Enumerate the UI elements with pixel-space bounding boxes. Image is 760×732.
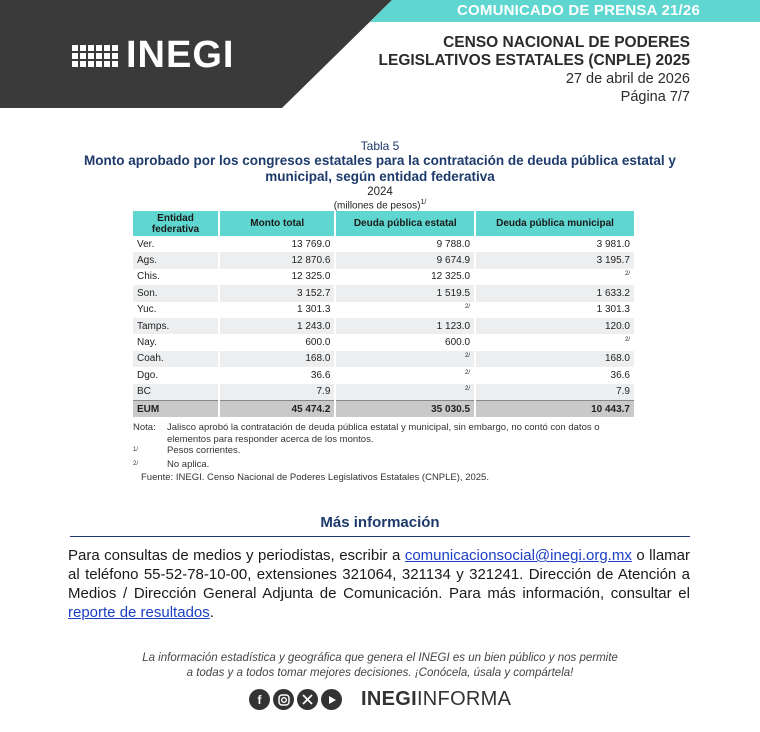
cell-total: 1 301.3 xyxy=(220,302,334,318)
cell-entity: Ver. xyxy=(133,236,218,252)
table-row xyxy=(133,351,634,367)
cell-municipal-debt: 120.0 xyxy=(476,318,634,334)
table-row xyxy=(133,318,634,334)
cell-total: 12 325.0 xyxy=(220,269,334,285)
cell-entity: Yuc. xyxy=(133,302,218,318)
report-link[interactable]: reporte de resultados xyxy=(68,604,210,621)
inegi-logo xyxy=(72,34,234,77)
col-header-municipal-debt: Deuda pública municipal xyxy=(476,211,634,236)
cell-state-debt: 2/ xyxy=(336,302,474,318)
social-bar xyxy=(249,688,511,711)
cell-municipal-debt: 3 195.7 xyxy=(476,252,634,268)
cell-total: 3 152.7 xyxy=(220,285,334,301)
logo-text: INEGI xyxy=(126,34,235,76)
cell-entity: Ags. xyxy=(133,252,218,268)
page-number: Página 7/7 xyxy=(620,89,690,105)
cell-state-debt: 35 030.5 xyxy=(336,400,474,417)
table-source: Fuente: INEGI. Censo Nacional de Poderes Legislativos Estatales (CNPLE), 2025. xyxy=(141,472,489,484)
logo-dots-icon xyxy=(72,45,118,67)
table-total-row xyxy=(133,400,634,417)
cell-total: 1 243.0 xyxy=(220,318,334,334)
debt-table xyxy=(131,211,636,417)
cell-total: 600.0 xyxy=(220,334,334,350)
table-row xyxy=(133,236,634,252)
table-notes xyxy=(133,422,643,484)
cell-state-debt: 2/ xyxy=(336,367,474,383)
footer-slogan: La información estadística y geográfica que genera el INEGI es un bien público y nos permite a todas y a todos tomar mejores decisiones. ¡Conócela, úsala y compártela! xyxy=(142,652,618,679)
cell-entity: Tamps. xyxy=(133,318,218,334)
table-row xyxy=(133,269,634,285)
more-info-heading: Más información xyxy=(320,514,440,531)
cell-entity: Nay. xyxy=(133,334,218,350)
cell-municipal-debt: 2/ xyxy=(476,269,634,285)
cell-municipal-debt: 168.0 xyxy=(476,351,634,367)
instagram-icon[interactable] xyxy=(273,689,294,710)
table-units: (millones de pesos)$^{1/}$ xyxy=(333,199,427,212)
footnote-2-label: 2/ xyxy=(133,460,139,467)
cell-total: 45 474.2 xyxy=(220,400,334,417)
cell-state-debt: 12 325.0 xyxy=(336,269,474,285)
note-label: Nota: xyxy=(133,422,156,433)
cell-total: 36.6 xyxy=(220,367,334,383)
cell-municipal-debt: 7.9 xyxy=(476,384,634,400)
footnote-1-label: 1/ xyxy=(133,447,139,453)
more-info-paragraph: Para consultas de medios y periodistas, escribir a comunicacionsocial@inegi.org.mx o llamar al teléfono 55-52-78-10-00, extensiones 321064, 321134 y 321241. Dirección de Atención a Medios / Dirección General Adjunta de Comunicación. Para más información, consultar el reporte de resultados. xyxy=(68,547,690,621)
cell-state-debt: 1 123.0 xyxy=(336,318,474,334)
cell-municipal-debt: 2/ xyxy=(476,334,634,350)
email-link[interactable]: comunicacionsocial@inegi.org.mx xyxy=(404,547,632,564)
col-header-total: Monto total xyxy=(220,211,334,236)
table-row xyxy=(133,384,634,400)
cell-state-debt: 2/ xyxy=(336,351,474,367)
cell-state-debt: 2/ xyxy=(336,384,474,400)
col-header-entity: Entidad federativa xyxy=(133,211,218,236)
cell-total: 12 870.6 xyxy=(220,252,334,268)
cell-state-debt: 1 519.5 xyxy=(336,285,474,301)
more-info-divider xyxy=(70,536,690,537)
cell-state-debt: 9 788.0 xyxy=(336,236,474,252)
cell-entity: EUM xyxy=(133,400,218,417)
cell-entity: Chis. xyxy=(133,269,218,285)
table-row xyxy=(133,252,634,268)
table-row xyxy=(133,334,634,350)
facebook-icon[interactable]: f xyxy=(249,689,270,710)
cell-entity: Dgo. xyxy=(133,367,218,383)
cell-entity: BC xyxy=(133,384,218,400)
table-year: 2024 xyxy=(367,186,393,198)
census-title-line2: LEGISLATIVOS ESTATALES (CNPLE) 2025 xyxy=(378,52,690,69)
table-header-row xyxy=(133,211,634,236)
release-date: 27 de abril de 2026 xyxy=(565,71,690,87)
cell-total: 13 769.0 xyxy=(220,236,334,252)
cell-municipal-debt: 1 633.2 xyxy=(476,285,634,301)
cell-municipal-debt: 10 443.7 xyxy=(476,400,634,417)
x-icon[interactable] xyxy=(297,689,318,710)
youtube-icon[interactable] xyxy=(321,689,342,710)
cell-state-debt: 600.0 xyxy=(336,334,474,350)
footnote-2-text: No aplica. xyxy=(167,458,210,470)
table-number: Tabla 5 xyxy=(360,139,400,153)
col-header-state-debt: Deuda pública estatal xyxy=(336,211,474,236)
inegi-informa-brand: INEGIINFORMA xyxy=(361,688,512,710)
header-info xyxy=(379,34,690,106)
cell-municipal-debt: 36.6 xyxy=(476,367,634,383)
cell-municipal-debt: 1 301.3 xyxy=(476,302,634,318)
cell-total: 168.0 xyxy=(220,351,334,367)
cell-entity: Son. xyxy=(133,285,218,301)
note-text: Jalisco aprobó la contratación de deuda pública estatal y municipal, sin embargo, no contó con datos o elementos para responder acerca de los montos. xyxy=(167,422,600,445)
cell-total: 7.9 xyxy=(220,384,334,400)
census-title-line1: CENSO NACIONAL DE PODERES xyxy=(443,34,690,51)
press-release-banner: COMUNICADO DE PRENSA 21/26 xyxy=(456,2,700,19)
table-row xyxy=(133,367,634,383)
cell-entity: Coah. xyxy=(133,351,218,367)
cell-state-debt: 9 674.9 xyxy=(336,252,474,268)
footnote-1-text: Pesos corrientes. xyxy=(167,445,241,456)
table-title: Monto aprobado por los congresos estatales para la contratación de deuda pública estatal y municipal, según entidad federativa xyxy=(84,153,676,184)
table-row xyxy=(133,302,634,318)
cell-municipal-debt: 3 981.0 xyxy=(476,236,634,252)
table-row xyxy=(133,285,634,301)
